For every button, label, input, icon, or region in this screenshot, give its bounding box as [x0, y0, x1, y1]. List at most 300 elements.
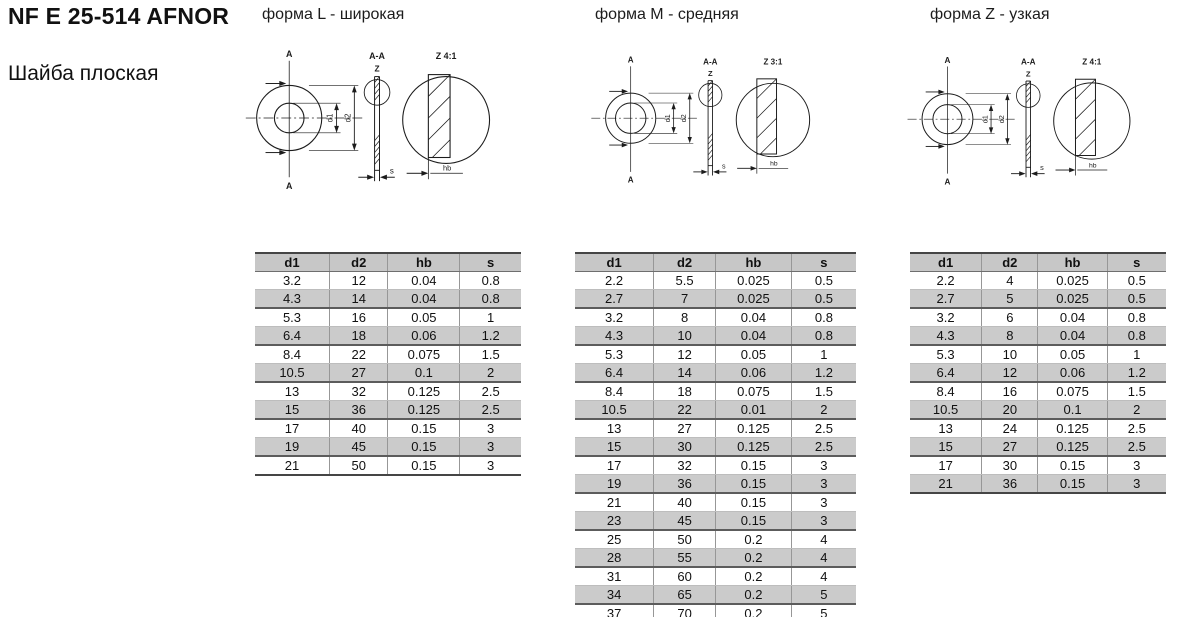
table-row	[575, 290, 856, 309]
arrowhead	[701, 170, 707, 175]
table-cell: 0.025	[1038, 272, 1107, 290]
table-cell: 0.15	[1038, 456, 1107, 475]
arrowhead	[989, 105, 993, 111]
table-cell: 0.2	[715, 549, 791, 568]
table-cell: 13	[910, 419, 982, 438]
table-row	[255, 419, 521, 438]
table-cell: 16	[329, 308, 388, 327]
table-cell: 5	[791, 604, 856, 617]
dim-label-s: s	[721, 162, 726, 171]
arrowhead	[1031, 171, 1037, 176]
table-cell: 21	[910, 475, 982, 494]
dim-label-s: s	[389, 166, 394, 176]
table-cell: 0.025	[715, 290, 791, 309]
table-row	[255, 290, 521, 309]
drawing-line	[428, 118, 450, 140]
arrowhead	[421, 171, 428, 176]
table-cell: 0.04	[715, 327, 791, 346]
dim-label-d2: d2	[680, 114, 689, 123]
drawing-line	[760, 138, 776, 154]
drawing-line	[432, 140, 450, 158]
table-cell: 19	[255, 438, 329, 457]
dim-label-hb: hb	[442, 163, 452, 173]
table-row	[910, 401, 1166, 420]
table-row	[575, 512, 856, 531]
table-cell: 12	[654, 345, 716, 364]
section-mark-top: A	[627, 55, 634, 65]
table-cell: 27	[654, 419, 716, 438]
column-header: d2	[654, 253, 716, 272]
table-cell: 0.15	[715, 456, 791, 475]
table-cell: 4	[982, 272, 1038, 290]
table-cell: 0.5	[791, 272, 856, 290]
section-view-label: A-A	[1021, 57, 1036, 67]
table-cell: 0.15	[1038, 475, 1107, 494]
table-cell: 2.5	[791, 419, 856, 438]
table-cell: 50	[654, 530, 716, 549]
table-cell: 0.04	[1038, 327, 1107, 346]
table-cell: 8	[654, 308, 716, 327]
table-row	[575, 567, 856, 586]
table-cell: 0.04	[1038, 308, 1107, 327]
table-header-row	[910, 253, 1166, 272]
table-cell: 5.3	[575, 345, 654, 364]
table-row	[575, 586, 856, 605]
table-cell: 36	[654, 475, 716, 494]
drawing-circle	[364, 80, 390, 106]
form-label-L: форма L - широкая	[262, 6, 405, 23]
table-cell: 37	[575, 604, 654, 617]
table-cell: 25	[575, 530, 654, 549]
technical-drawing-form-M	[586, 52, 840, 188]
section-mark-bottom: A	[627, 175, 634, 185]
table-row	[575, 308, 856, 327]
table-row	[255, 272, 521, 290]
table-cell: 1.5	[791, 382, 856, 401]
drawing-line	[375, 147, 380, 153]
table-cell: 27	[329, 364, 388, 383]
arrowhead	[671, 127, 675, 133]
table-cell: 4.3	[910, 327, 982, 346]
table-cell: 65	[654, 586, 716, 605]
table-cell: 17	[255, 419, 329, 438]
table-cell: 20	[982, 401, 1038, 420]
table-cell: 2.5	[1107, 419, 1166, 438]
table-row	[575, 327, 856, 346]
drawing-line	[375, 135, 380, 141]
column-header: hb	[388, 253, 460, 272]
table-cell: 24	[982, 419, 1038, 438]
table-cell: 8.4	[910, 382, 982, 401]
table-cell: 5.3	[255, 308, 329, 327]
drawing-line	[708, 133, 712, 138]
table-cell: 3.2	[255, 272, 329, 290]
table-cell: 0.04	[388, 272, 460, 290]
table-cell: 1.2	[460, 327, 521, 346]
arrowhead	[352, 85, 357, 92]
drawing-line	[757, 118, 777, 138]
washer-section-rect	[428, 75, 450, 158]
table-cell: 30	[982, 456, 1038, 475]
table-cell: 0.15	[715, 475, 791, 494]
table-cell: 0.8	[460, 272, 521, 290]
table-cell: 0.075	[1038, 382, 1107, 401]
table-cell: 5	[982, 290, 1038, 309]
section-mark-bottom: A	[285, 181, 293, 192]
drawing-circle	[1054, 83, 1130, 159]
section-mark-bottom: A	[944, 177, 951, 187]
table-cell: 22	[654, 401, 716, 420]
detail-scale-label: Z 4:1	[1082, 57, 1102, 67]
drawing-line	[1075, 79, 1095, 99]
table-cell: 27	[982, 438, 1038, 457]
table-cell: 2.7	[910, 290, 982, 309]
drawing-line	[1075, 119, 1095, 139]
drawing-circle	[699, 83, 722, 106]
arrowhead	[334, 126, 339, 133]
drawing-line	[375, 94, 380, 100]
drawing-line	[375, 141, 380, 147]
table-cell: 0.15	[388, 456, 460, 475]
table-cell: 0.1	[388, 364, 460, 383]
column-header: d2	[329, 253, 388, 272]
table-cell: 0.125	[1038, 438, 1107, 457]
table-cell: 2.5	[791, 438, 856, 457]
table-row	[255, 327, 521, 346]
arrowhead	[751, 166, 757, 171]
drawing-circle	[1016, 84, 1040, 108]
table-cell: 31	[575, 567, 654, 586]
column-header: d2	[982, 253, 1038, 272]
table-cell: 1	[791, 345, 856, 364]
drawing-line	[708, 86, 712, 91]
arrowhead	[380, 175, 387, 180]
arrowhead	[334, 103, 339, 110]
drawing-line	[1026, 135, 1031, 140]
detail-scale-label: Z 4:1	[435, 50, 457, 61]
table-cell: 2	[791, 401, 856, 420]
table-cell: 0.125	[388, 401, 460, 420]
table-cell: 0.1	[1038, 401, 1107, 420]
table-cell: 0.075	[715, 382, 791, 401]
table-cell: 18	[654, 382, 716, 401]
table-row	[255, 364, 521, 383]
table-cell: 0.15	[388, 438, 460, 457]
table-cell: 0.2	[715, 586, 791, 605]
table-cell: 0.06	[1038, 364, 1107, 383]
table-header-row	[575, 253, 856, 272]
table-cell: 0.8	[1107, 327, 1166, 346]
table-cell: 2.5	[1107, 438, 1166, 457]
section-view-label: A-A	[369, 50, 385, 61]
drawing-line	[1026, 156, 1031, 161]
column-header: s	[791, 253, 856, 272]
drawing-line	[428, 96, 450, 118]
detail-mark-label: Z	[707, 69, 713, 79]
table-cell: 30	[654, 438, 716, 457]
table-cell: 60	[654, 567, 716, 586]
table-cell: 3	[791, 493, 856, 512]
table-cell: 18	[329, 327, 388, 346]
drawing-circle	[403, 77, 490, 164]
table-cell: 0.04	[715, 308, 791, 327]
table-cell: 15	[255, 401, 329, 420]
table-row	[575, 549, 856, 568]
table-row	[575, 438, 856, 457]
drawing-line	[375, 153, 380, 159]
dim-label-d1: d1	[325, 113, 335, 123]
drawing-line	[708, 97, 712, 102]
table-cell: 4	[791, 549, 856, 568]
table-cell: 0.05	[715, 345, 791, 364]
table-cell: 3	[460, 456, 521, 475]
section-mark-top: A	[285, 48, 293, 59]
table-row	[575, 364, 856, 383]
dimensions-table-form-L	[255, 252, 521, 476]
column-header: d1	[255, 253, 329, 272]
table-cell: 14	[654, 364, 716, 383]
technical-drawing-form-L	[240, 45, 520, 195]
table-row	[255, 345, 521, 364]
table-cell: 14	[329, 290, 388, 309]
table-cell: 21	[255, 456, 329, 475]
table-cell: 0.125	[715, 438, 791, 457]
table-cell: 45	[329, 438, 388, 457]
table-cell: 10	[654, 327, 716, 346]
arrowhead	[1069, 168, 1075, 173]
table-cell: 0.05	[388, 308, 460, 327]
drawing-line	[708, 91, 712, 96]
table-cell: 17	[575, 456, 654, 475]
table-cell: 23	[575, 512, 654, 531]
table-cell: 3	[1107, 475, 1166, 494]
table-row	[910, 456, 1166, 475]
detail-scale-label: Z 3:1	[763, 57, 783, 67]
table-cell: 1	[460, 308, 521, 327]
dim-label-d2: d2	[343, 113, 353, 123]
drawing-line	[708, 155, 712, 160]
table-cell: 3	[460, 438, 521, 457]
table-cell: 16	[982, 382, 1038, 401]
detail-mark-label: Z	[374, 63, 380, 74]
drawing-line	[1026, 151, 1031, 156]
table-cell: 10.5	[255, 364, 329, 383]
drawing-line	[1026, 97, 1031, 102]
table-cell: 3	[1107, 456, 1166, 475]
table-cell: 5	[791, 586, 856, 605]
arrowhead	[713, 170, 719, 175]
table-row	[575, 401, 856, 420]
table-cell: 5.3	[910, 345, 982, 364]
arrowhead	[1005, 94, 1009, 100]
table-cell: 0.8	[791, 308, 856, 327]
table-cell: 0.06	[715, 364, 791, 383]
table-cell: 8.4	[575, 382, 654, 401]
table-cell: 0.125	[715, 419, 791, 438]
table-cell: 40	[329, 419, 388, 438]
dim-label-hb: hb	[1088, 162, 1097, 170]
table-row	[910, 438, 1166, 457]
section-mark-top: A	[944, 55, 951, 65]
washer-drawing	[240, 45, 520, 195]
detail-mark-label: Z	[1025, 69, 1031, 79]
table-cell: 0.8	[1107, 308, 1166, 327]
table-cell: 5.5	[654, 272, 716, 290]
drawing-circle	[736, 83, 809, 156]
table-cell: 3	[791, 475, 856, 494]
table-cell: 15	[910, 438, 982, 457]
table-cell: 0.8	[460, 290, 521, 309]
table-cell: 8.4	[255, 345, 329, 364]
table-cell: 28	[575, 549, 654, 568]
table-cell: 3	[791, 456, 856, 475]
table-row	[575, 493, 856, 512]
table-cell: 4	[791, 567, 856, 586]
table-cell: 0.025	[715, 272, 791, 290]
dim-label-d1: d1	[980, 115, 990, 124]
column-header: d1	[575, 253, 654, 272]
table-row	[910, 290, 1166, 309]
table-cell: 17	[910, 456, 982, 475]
arrowhead	[1019, 171, 1025, 176]
table-cell: 1.2	[1107, 364, 1166, 383]
washer-drawing	[902, 52, 1160, 190]
table-cell: 3	[460, 419, 521, 438]
table-row	[575, 530, 856, 549]
table-cell: 36	[329, 401, 388, 420]
table-row	[575, 272, 856, 290]
drawing-line	[375, 88, 380, 94]
table-row	[910, 345, 1166, 364]
table-cell: 50	[329, 456, 388, 475]
table-row	[910, 382, 1166, 401]
table-row	[575, 345, 856, 364]
table-cell: 0.5	[1107, 290, 1166, 309]
arrowhead	[671, 103, 675, 109]
drawing-line	[1026, 140, 1031, 145]
drawing-line	[708, 150, 712, 155]
table-cell: 4.3	[255, 290, 329, 309]
arrowhead	[688, 93, 692, 99]
table-cell: 45	[654, 512, 716, 531]
table-cell: 0.15	[715, 512, 791, 531]
table-cell: 36	[982, 475, 1038, 494]
drawing-line	[375, 158, 380, 164]
table-cell: 32	[329, 382, 388, 401]
table-cell: 70	[654, 604, 716, 617]
arrowhead	[989, 127, 993, 133]
section-view-label: A-A	[703, 57, 718, 67]
table-cell: 3.2	[575, 308, 654, 327]
table-cell: 8	[982, 327, 1038, 346]
washer-drawing	[586, 52, 840, 188]
drawing-line	[1079, 139, 1095, 155]
table-cell: 6.4	[575, 364, 654, 383]
table-cell: 10	[982, 345, 1038, 364]
table-cell: 13	[255, 382, 329, 401]
table-row	[255, 456, 521, 475]
drawing-line	[757, 99, 777, 119]
standard-title: NF E 25-514 AFNOR	[8, 3, 230, 29]
technical-drawing-form-Z	[902, 52, 1160, 190]
table-cell: 0.2	[715, 604, 791, 617]
table-cell: 4	[791, 530, 856, 549]
dim-label-d1: d1	[664, 114, 673, 123]
table-row	[255, 382, 521, 401]
drawing-line	[757, 79, 777, 99]
table-cell: 0.2	[715, 567, 791, 586]
table-cell: 10.5	[910, 401, 982, 420]
dimensions-table-form-M	[575, 252, 856, 617]
table-cell: 0.125	[388, 382, 460, 401]
drawing-line	[1075, 99, 1095, 119]
table-cell: 0.04	[388, 290, 460, 309]
part-name: Шайба плоская	[8, 62, 159, 85]
dimensions-table-form-Z	[910, 252, 1166, 494]
drawing-line	[375, 83, 380, 89]
table-cell: 1	[1107, 345, 1166, 364]
table-row	[575, 456, 856, 475]
drawing-line	[1026, 87, 1031, 92]
table-cell: 2.2	[575, 272, 654, 290]
table-row	[255, 308, 521, 327]
table-cell: 13	[575, 419, 654, 438]
table-cell: 22	[329, 345, 388, 364]
table-row	[575, 475, 856, 494]
drawing-line	[1026, 92, 1031, 97]
table-cell: 0.025	[1038, 290, 1107, 309]
table-cell: 32	[654, 456, 716, 475]
table-header-row	[255, 253, 521, 272]
arrowhead	[1005, 138, 1009, 144]
table-row	[910, 364, 1166, 383]
table-cell: 0.15	[388, 419, 460, 438]
table-cell: 0.125	[1038, 419, 1107, 438]
table-cell: 0.01	[715, 401, 791, 420]
washer-section-rect	[757, 79, 777, 154]
table-cell: 10.5	[575, 401, 654, 420]
table-cell: 1.5	[460, 345, 521, 364]
drawing-line	[428, 75, 450, 97]
table-cell: 0.5	[791, 290, 856, 309]
table-cell: 2	[460, 364, 521, 383]
table-row	[575, 604, 856, 617]
table-cell: 0.2	[715, 530, 791, 549]
table-cell: 0.8	[791, 327, 856, 346]
table-cell: 34	[575, 586, 654, 605]
drawing-line	[708, 144, 712, 149]
washer-section-rect	[1075, 79, 1095, 155]
column-header: d1	[910, 253, 982, 272]
form-label-M: форма M - средняя	[595, 6, 739, 23]
table-cell: 55	[654, 549, 716, 568]
table-cell: 0.05	[1038, 345, 1107, 364]
table-row	[910, 272, 1166, 290]
dim-label-d2: d2	[996, 115, 1006, 124]
table-cell: 0.06	[388, 327, 460, 346]
table-cell: 12	[982, 364, 1038, 383]
table-row	[575, 419, 856, 438]
column-header: hb	[715, 253, 791, 272]
table-cell: 3	[791, 512, 856, 531]
table-row	[255, 438, 521, 457]
table-cell: 12	[329, 272, 388, 290]
table-cell: 2	[1107, 401, 1166, 420]
column-header: hb	[1038, 253, 1107, 272]
table-row	[910, 419, 1166, 438]
dim-label-s: s	[1040, 163, 1044, 173]
table-cell: 15	[575, 438, 654, 457]
